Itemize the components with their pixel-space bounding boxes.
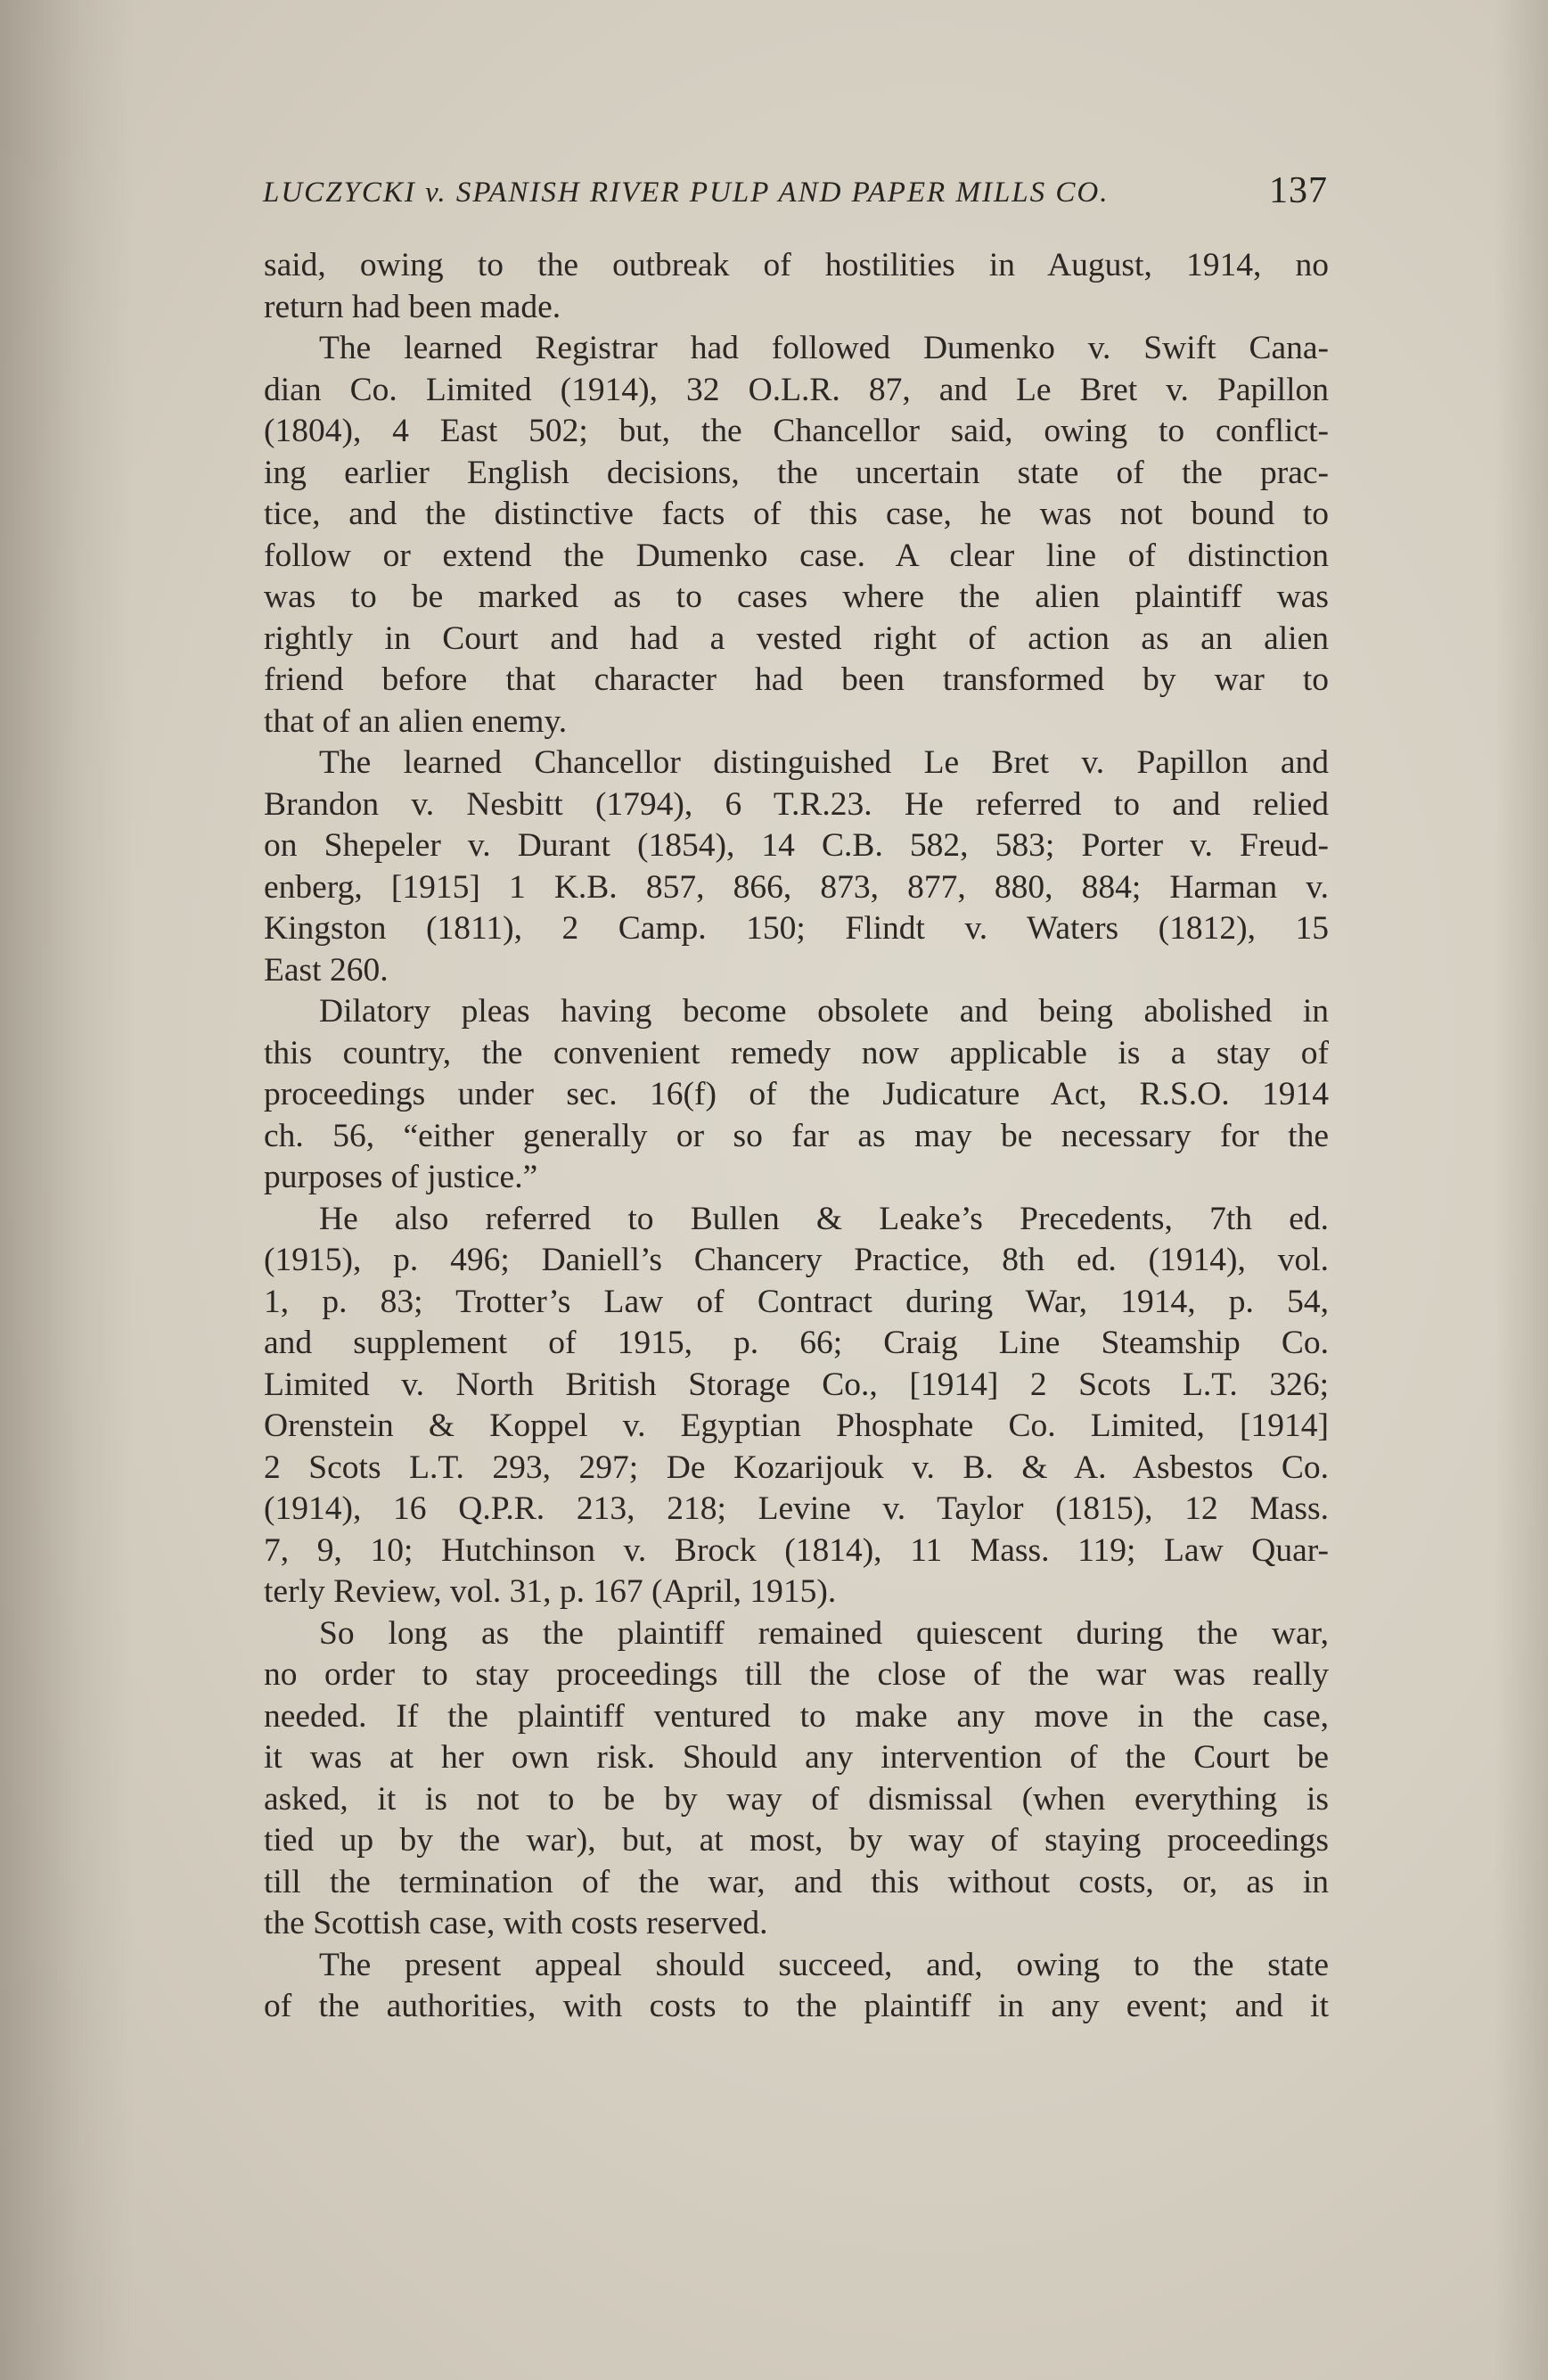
text-line: 2 Scots L.T. 293, 297; De Kozarijouk v. B. & A. Asbestos Co.: [264, 1449, 1329, 1486]
text-line: East 260.: [264, 951, 389, 989]
text-line: said, owing to the outbreak of hostilities in August, 1914, no: [264, 247, 1329, 283]
page-number: 137: [1269, 170, 1328, 211]
text-line: Limited v. North British Storage Co., [1914] 2 Scots L.T. 326;: [264, 1366, 1329, 1403]
text-line: Brandon v. Nesbitt (1794), 6 T.R.23. He referred to and relied: [264, 785, 1329, 823]
paragraph: [264, 991, 1329, 1199]
text-line: The learned Chancellor distinguished Le Bret v. Papillon and: [319, 744, 1329, 781]
text-line: He also referred to Bullen & Leake’s Precedents, 7th ed.: [319, 1200, 1329, 1237]
text-line: terly Review, vol. 31, p. 167 (April, 1915).: [264, 1573, 837, 1610]
text-line: Kingston (1811), 2 Camp. 150; Flindt v. Waters (1812), 15: [264, 910, 1329, 947]
text-line: (1915), p. 496; Daniell’s Chancery Practice, 8th ed. (1914), vol.: [264, 1242, 1329, 1278]
text-line: and supplement of 1915, p. 66; Craig Line Steamship Co.: [264, 1325, 1329, 1361]
text-line: So long as the plaintiff remained quiescent during the war,: [319, 1614, 1329, 1652]
text-line: The present appeal should succeed, and, owing to the state: [319, 1946, 1329, 1983]
text-line: friend before that character had been transformed by war to: [264, 661, 1329, 698]
paragraph: [264, 743, 1329, 991]
text-line: it was at her own risk. Should any intervention of the Court be: [264, 1739, 1329, 1776]
text-line: proceedings under sec. 16(f) of the Judicature Act, R.S.O. 1914: [264, 1076, 1329, 1112]
text-line: rightly in Court and had a vested right of action as an alien: [264, 620, 1329, 657]
text-line: (1914), 16 Q.P.R. 213, 218; Levine v. Taylor (1815), 12 Mass.: [264, 1490, 1329, 1527]
text-line: purposes of justice.”: [264, 1159, 538, 1195]
text-line: ing earlier English decisions, the uncertain state of the prac-: [264, 454, 1329, 491]
page-header: [263, 169, 1328, 223]
text-line: asked, it is not to be by way of dismissal (when everything is: [264, 1780, 1329, 1818]
text-line: The learned Registrar had followed Dumenko v. Swift Cana-: [319, 330, 1329, 366]
body-text: [264, 245, 1329, 2028]
text-line: till the termination of the war, and this without costs, or, as in: [264, 1863, 1329, 1900]
text-line: Dilatory pleas having become obsolete and being abolished in: [319, 993, 1329, 1030]
text-line: needed. If the plaintiff ventured to make any move in the case,: [264, 1697, 1329, 1735]
text-line: ch. 56, “either generally or so far as may be necessary for the: [264, 1117, 1329, 1154]
text-line: on Shepeler v. Durant (1854), 14 C.B. 582, 583; Porter v. Freud-: [264, 827, 1329, 864]
text-line: follow or extend the Dumenko case. A clear line of distinction: [264, 537, 1329, 574]
text-line: 1, p. 83; Trotter’s Law of Contract during War, 1914, p. 54,: [264, 1283, 1329, 1320]
text-line: tice, and the distinctive facts of this case, he was not bound to: [264, 496, 1329, 532]
text-line: 7, 9, 10; Hutchinson v. Brock (1814), 11 Mass. 119; Law Quar-: [264, 1531, 1329, 1569]
paragraph: [264, 328, 1329, 743]
text-line: return had been made.: [264, 288, 561, 325]
text-line: this country, the convenient remedy now applicable is a stay of: [264, 1034, 1329, 1071]
running-title: LUCZYCKI v. SPANISH RIVER PULP AND PAPER MILLS CO.: [263, 176, 1110, 209]
paragraph: [264, 245, 1329, 328]
paragraph: [264, 1945, 1329, 2028]
gutter-shadow: [0, 0, 134, 2380]
text-line: enberg, [1915] 1 K.B. 857, 866, 873, 877, 880, 884; Harman v.: [264, 868, 1329, 906]
text-line: the Scottish case, with costs reserved.: [264, 1905, 768, 1941]
edge-shadow: [1495, 0, 1548, 2380]
text-line: of the authorities, with costs to the plaintiff in any event; and it: [264, 1988, 1329, 2024]
text-line: dian Co. Limited (1914), 32 O.L.R. 87, and Le Bret v. Papillon: [264, 371, 1329, 408]
text-line: was to be marked as to cases where the alien plaintiff was: [264, 579, 1329, 615]
text-line: Orenstein & Koppel v. Egyptian Phosphate Co. Limited, [1914]: [264, 1407, 1329, 1444]
text-line: no order to stay proceedings till the close of the war was really: [264, 1656, 1329, 1693]
text-line: that of an alien enemy.: [264, 702, 568, 740]
text-line: (1804), 4 East 502; but, the Chancellor said, owing to conflict-: [264, 413, 1329, 449]
paragraph: [264, 1613, 1329, 1945]
paragraph: [264, 1199, 1329, 1613]
text-line: tied up by the war), but, at most, by way of staying proceedings: [264, 1822, 1329, 1859]
